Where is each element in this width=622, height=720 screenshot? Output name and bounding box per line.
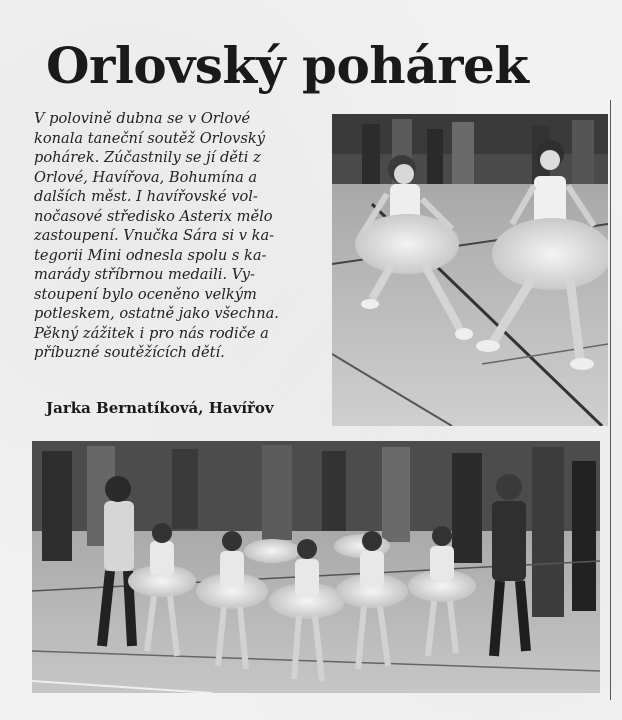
article-line: Orlové, Havířova, Bohumína a <box>34 168 258 186</box>
article-line: zastoupení. Vnučka Sára si v ka- <box>34 227 275 244</box>
article-line: příbuzné soutěžících dětí. <box>34 344 225 361</box>
article-line: pohárek. Zúčastnily se jí děti z <box>34 149 261 166</box>
article-line: stoupení bylo oceněno velkým <box>34 285 257 303</box>
headline: Orlovský pohárek <box>46 36 529 95</box>
photo-group-dance <box>32 441 600 693</box>
article-body <box>34 109 322 363</box>
article-line: konala taneční soutěž Orlovský <box>34 129 265 147</box>
byline: Jarka Bernatíková, Havířov <box>46 399 274 417</box>
article-line: dalších měst. I havířovské vol- <box>34 188 258 205</box>
photo-two-girls-dancing <box>332 114 608 426</box>
article-line: Pěkný zážitek i pro nás rodiče a <box>34 324 269 342</box>
article-line: potleskem, ostatně jako všechna. <box>34 305 279 322</box>
article-line: tegorii Mini odnesla spolu s ka- <box>34 246 267 264</box>
article-line: nočasové středisko Asterix mělo <box>34 207 273 225</box>
article-line: V polovině dubna se v Orlové <box>34 110 251 127</box>
top-cut-text <box>380 0 580 6</box>
photo-group-dance-image <box>32 441 600 693</box>
column-rule <box>610 100 611 700</box>
photo-two-girls-image <box>332 114 608 426</box>
article-line: marády stříbrnou medaili. Vy- <box>34 266 255 283</box>
